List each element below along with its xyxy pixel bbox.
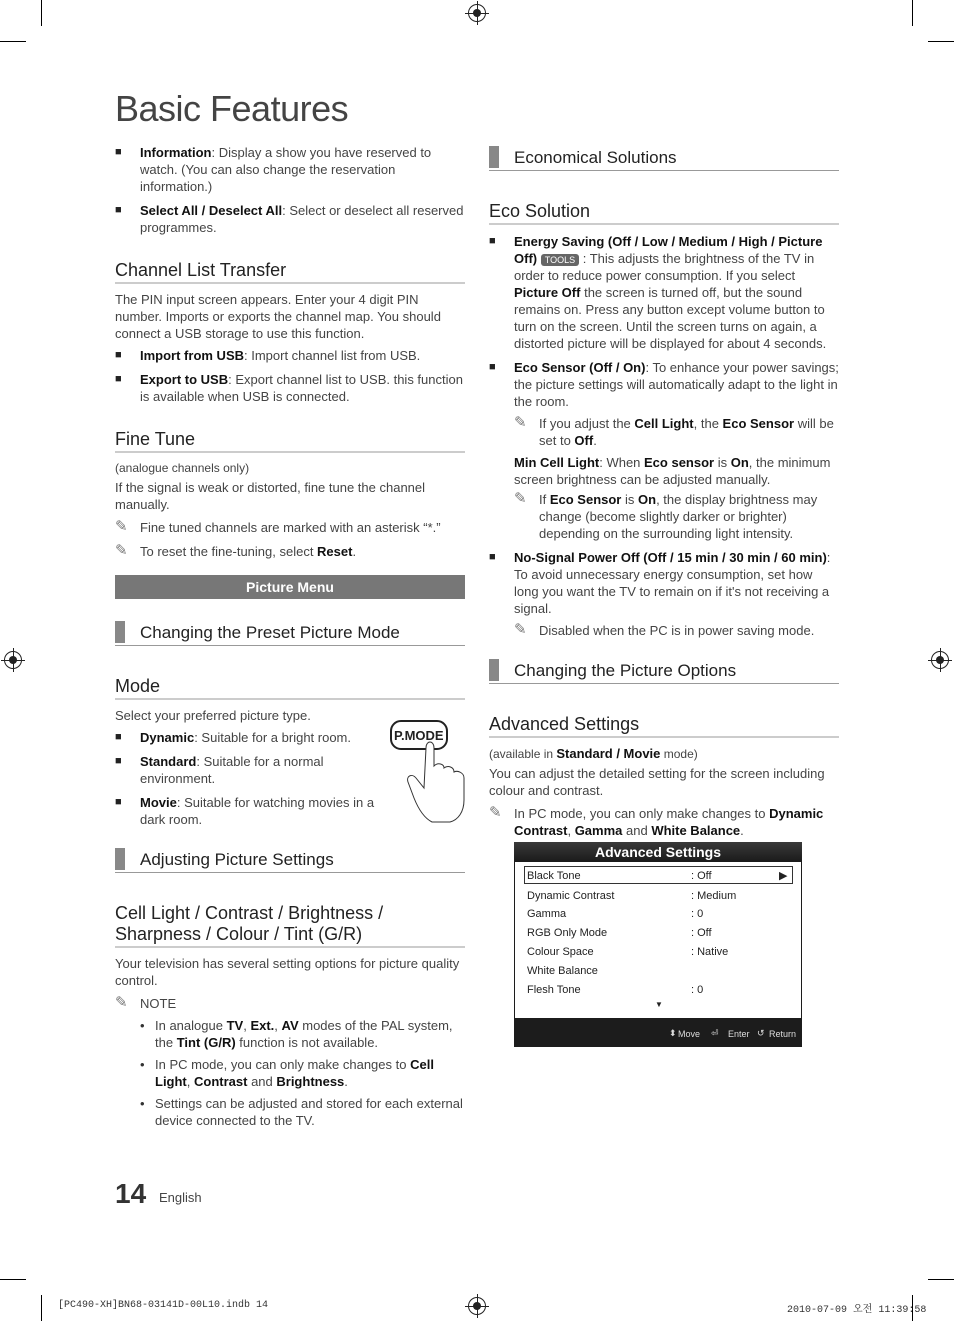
note-pencil-icon: ✎ — [514, 490, 527, 507]
list-item: ■ Import from USB: Import channel list from USB. — [115, 347, 465, 364]
subsection-header: Adjusting Picture Settings — [115, 846, 465, 873]
picture-menu-banner: Picture Menu — [115, 575, 465, 599]
registration-mark-icon — [468, 1297, 486, 1315]
footer-filename: [PC490-XH]BN68-03141D-00L10.indb 14 — [58, 1300, 269, 1311]
note: ✎ To reset the fine-tuning, select Reset. — [115, 542, 357, 559]
arrow-right-icon: ▶ — [779, 870, 788, 882]
list-item: ■ Dynamic: Suitable for a bright room. — [115, 729, 380, 746]
paragraph: If the signal is weak or distorted, fine tune the channel manually. — [115, 480, 426, 512]
note: ✎ In PC mode, you can only make changes to Dynamic Contrast, Gamma and White Balance. — [489, 804, 824, 838]
osd-return-label: Return — [769, 1029, 797, 1039]
osd-row-label: Colour Space — [527, 946, 594, 958]
osd-enter-label: Enter — [728, 1029, 750, 1039]
list-item: ■ Eco Sensor (Off / On): To enhance your power savings; the picture settings will automatically adapt to the light in the room. — [489, 359, 839, 410]
note-pencil-icon: ✎ — [115, 518, 128, 535]
footer-date: 2010-07-09 오전 11:39:58 — [787, 1305, 927, 1316]
paragraph: Min Cell Light: When Eco sensor is On, the minimum screen brightness can be adjusted manually. — [514, 455, 831, 487]
crop-mark — [41, 1295, 42, 1321]
osd-row-value: : 0 — [691, 984, 704, 996]
move-icon: ⬍ — [669, 1028, 677, 1038]
note-pencil-icon: ✎ — [489, 804, 502, 821]
paragraph: (analogue channels only) — [115, 461, 250, 475]
osd-row-value: : Native — [691, 946, 729, 958]
page-title: Basic Features — [115, 88, 349, 129]
registration-mark-icon — [4, 651, 22, 669]
list-item: ■ No-Signal Power Off (Off / 15 min / 30 min / 60 min): To avoid unnecessary energy consumption, set how long you want the TV to remain on if it's not receiving a signal. — [489, 549, 839, 617]
note: ✎ Disabled when the PC is in power saving mode. — [514, 621, 815, 638]
paragraph: (available in Standard / Movie mode) — [489, 746, 698, 761]
paragraph: You can adjust the detailed setting for the screen including colour and contrast. — [489, 766, 825, 798]
osd-row-value: : Off — [691, 927, 712, 939]
section-heading: Advanced Settings — [489, 714, 839, 738]
section-heading: Fine Tune — [115, 429, 465, 453]
crop-mark — [0, 41, 26, 42]
crop-mark — [41, 0, 42, 26]
osd-row-label: RGB Only Mode — [527, 927, 608, 939]
osd-row-value: : Off — [691, 870, 712, 882]
list-item: ■ Select All / Deselect All: Select or deselect all reserved programmes. — [115, 202, 465, 236]
enter-icon: ⏎ — [711, 1028, 719, 1038]
list-item: ■ Information: Display a show you have reserved to watch. (You can also change the reservation information.) — [115, 144, 440, 195]
paragraph: Your television has several setting options for picture quality control. — [115, 956, 460, 988]
note-pencil-icon: ✎ — [514, 621, 527, 638]
osd-title: Advanced Settings — [514, 842, 802, 862]
registration-mark-icon — [468, 4, 486, 22]
crop-mark — [928, 41, 954, 42]
osd-row-label: Flesh Tone — [527, 984, 581, 996]
list-item: • In PC mode, you can only make changes to Cell Light, Contrast and Brightness. — [140, 1056, 465, 1090]
osd-row-label: Dynamic Contrast — [527, 890, 615, 902]
list-item: ■ Standard: Suitable for a normal environment. — [115, 753, 340, 787]
crop-mark — [912, 0, 913, 26]
header-bar — [489, 659, 499, 681]
return-icon: ↺ — [757, 1028, 765, 1038]
section-heading: Mode — [115, 676, 465, 700]
note-pencil-icon: ✎ — [115, 994, 128, 1011]
note-pencil-icon: ✎ — [115, 542, 128, 559]
section-heading: Channel List Transfer — [115, 260, 465, 284]
note-pencil-icon: ✎ — [514, 414, 527, 431]
osd-row-value: : Medium — [691, 890, 737, 902]
note: ✎ If you adjust the Cell Light, the Eco Sensor will be set to Off. — [514, 414, 834, 448]
list-item: ■ Movie: Suitable for watching movies in a dark room. — [115, 794, 380, 828]
subsection-header: Economical Solutions — [489, 144, 839, 171]
language-label: English — [159, 1190, 202, 1205]
list-item: ■ Energy Saving (Off / Low / Medium / High / Picture Off) TOOLS : This adjusts the brightness of the TV in order to reduce power consumption. If you select Picture Off the screen is turned off, but the sound remains on. Press any button except volume button to turn on the screen. Until the screen turns on again, a distorted picture will be displayed for about 4 seconds. — [489, 233, 839, 352]
header-bar — [115, 621, 125, 643]
pmode-button-label: P.MODE — [394, 728, 444, 743]
subsection-header: Changing the Preset Picture Mode — [115, 619, 465, 646]
osd-panel — [515, 862, 801, 1018]
remote-hand-illustration — [388, 718, 468, 823]
list-item: • Settings can be adjusted and stored for each external device connected to the TV. — [140, 1095, 465, 1129]
list-item: ■ Export to USB: Export channel list to USB. this function is available when USB is connected. — [115, 371, 465, 405]
scroll-down-icon: ▼ — [655, 1000, 663, 1009]
note: ✎ Fine tuned channels are marked with an asterisk “*.” — [115, 518, 441, 535]
subsection-header: Changing the Picture Options — [489, 657, 839, 684]
list-item: • In analogue TV, Ext., AV modes of the PAL system, the Tint (G/R) function is not available. — [140, 1017, 465, 1051]
osd-row-label: White Balance — [527, 965, 598, 977]
osd-move-label: Move — [678, 1029, 701, 1039]
page-number: 14 — [115, 1178, 147, 1209]
osd-footer — [514, 1018, 802, 1047]
tools-badge: TOOLS — [541, 254, 579, 266]
note: ✎ NOTE — [115, 994, 177, 1011]
section-heading: Eco Solution — [489, 201, 839, 225]
osd-row-value: : 0 — [691, 908, 704, 920]
crop-mark — [0, 1279, 26, 1280]
paragraph: Select your preferred picture type. — [115, 708, 311, 723]
osd-row-label: Black Tone — [527, 870, 581, 882]
registration-mark-icon — [931, 651, 949, 669]
left-column — [115, 144, 465, 1129]
note: ✎ If Eco Sensor is On, the display brightness may change (become slightly darker or brighter) depending on the surrounding light intensity. — [514, 490, 818, 541]
advanced-settings-osd — [514, 842, 802, 1047]
osd-row-label: Gamma — [527, 908, 567, 920]
section-heading: Cell Light / Contrast / Brightness / Sharpness / Colour / Tint (G/R) — [115, 903, 465, 948]
header-bar — [489, 146, 499, 168]
header-bar — [115, 848, 125, 870]
paragraph: The PIN input screen appears. Enter your 4 digit PIN number. Imports or exports the channel map. You should connect a USB storage to use this function. — [115, 292, 441, 341]
crop-mark — [928, 1279, 954, 1280]
right-column — [489, 144, 839, 839]
